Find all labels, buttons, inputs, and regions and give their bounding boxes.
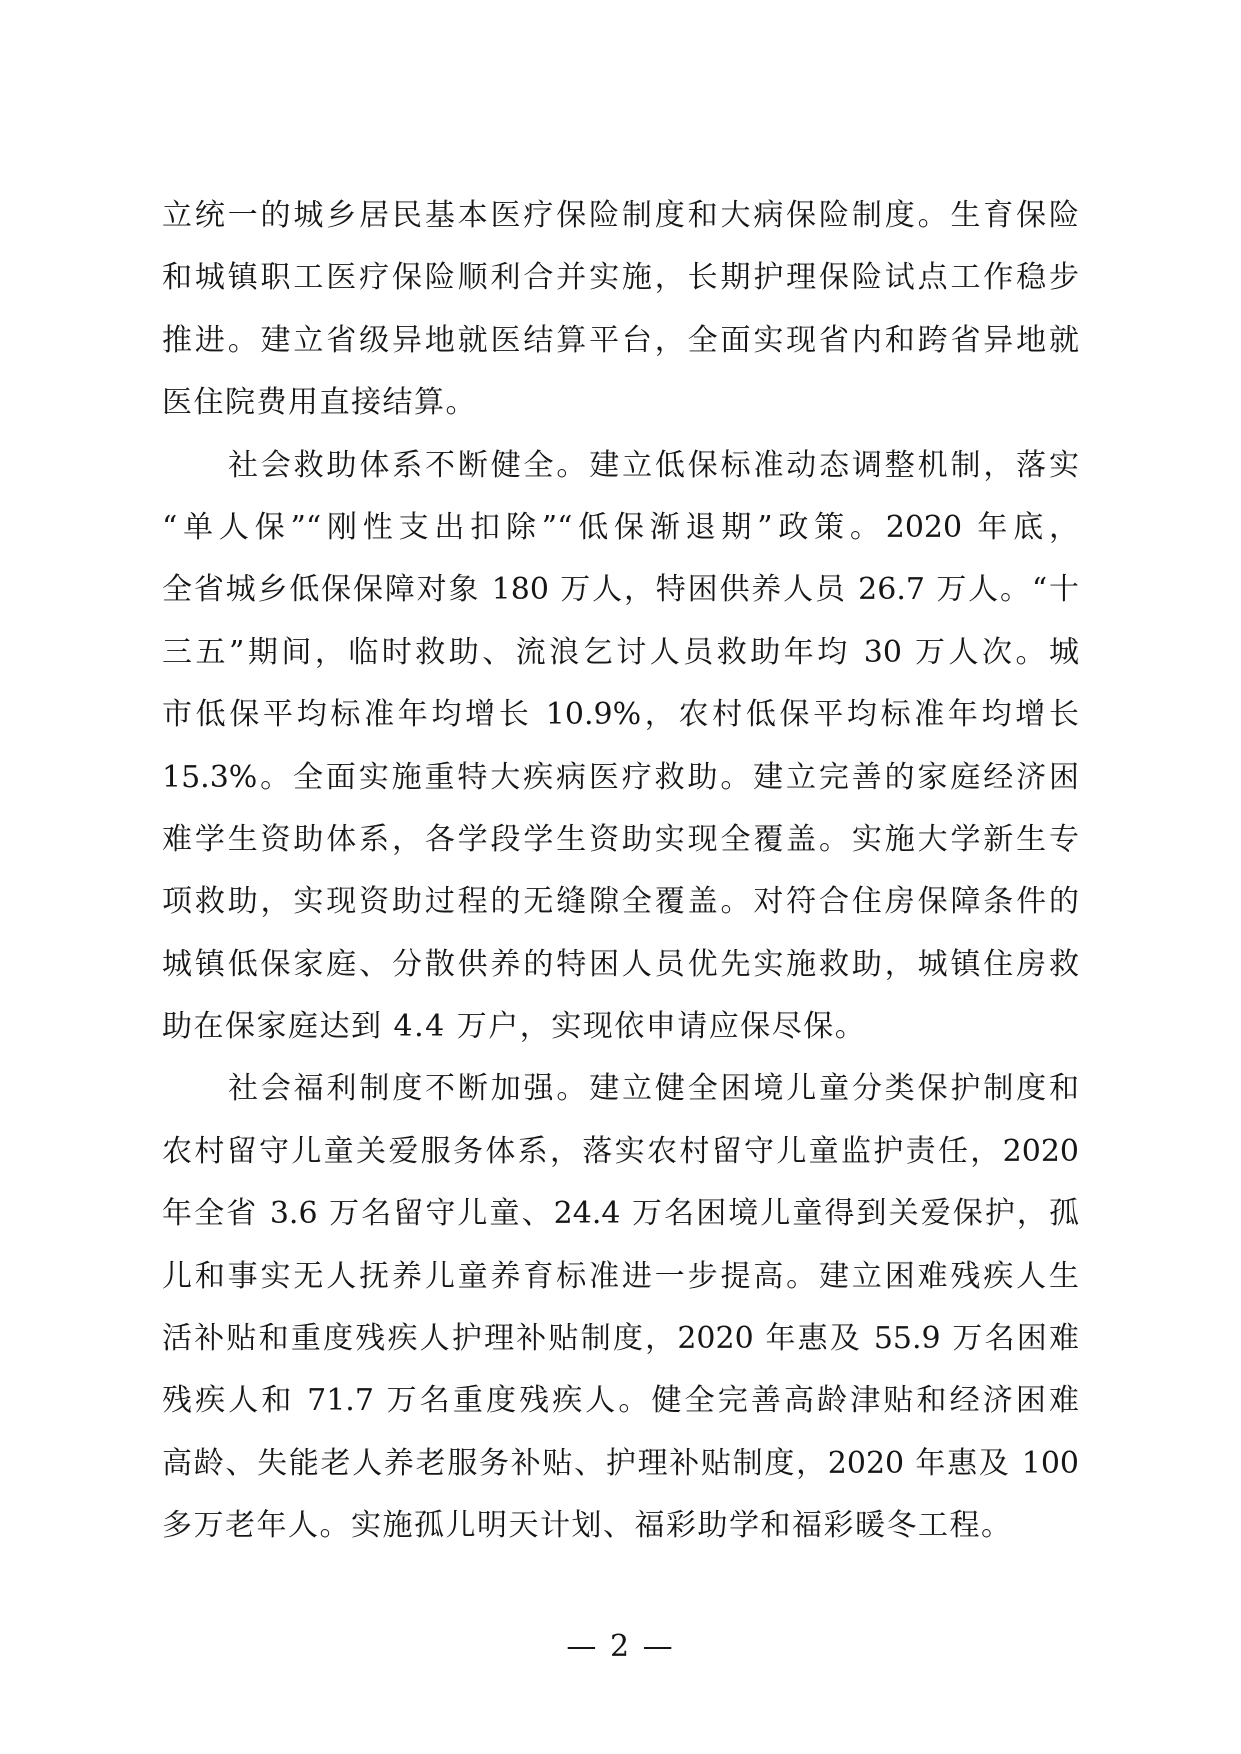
body-text [162, 185, 1079, 1558]
text-line: 立统一的城乡居民基本医疗保险制度和大病保险制度。生育保险 [162, 198, 1079, 233]
text-line: 社会福利制度不断加强。建立健全困境儿童分类保护制度和 [228, 1071, 1079, 1107]
page-number: — 2 — [566, 1629, 675, 1664]
text-line: 年全省 3.6 万名留守儿童、24.4 万名困境儿童得到关爱保护，孤 [162, 1196, 1079, 1232]
text-line: 城镇低保家庭、分散供养的特困人员优先实施救助，城镇住房救 [162, 946, 1079, 982]
text-line: 儿和事实无人抚养儿童养育标准进一步提高。建立困难残疾人生 [162, 1258, 1079, 1294]
text-line: 助在保家庭达到 4.4 万户，实现依申请应保尽保。 [162, 1009, 867, 1045]
paragraph-social-assistance [162, 435, 1079, 1059]
text-line: 农村留守儿童关爱服务体系，落实农村留守儿童监护责任，2020 [162, 1133, 1079, 1169]
paragraph-social-welfare [162, 1058, 1079, 1557]
text-line: 和城镇职工医疗保险顺利合并实施，长期护理保险试点工作稳步 [162, 260, 1079, 296]
text-line: 社会救助体系不断健全。建立低保标准动态调整机制，落实 [228, 447, 1079, 483]
text-line: 残疾人和 71.7 万名重度残疾人。健全完善高龄津贴和经济困难 [162, 1383, 1079, 1419]
text-line: 高龄、失能老人养老服务补贴、护理补贴制度，2020 年惠及 100 [162, 1445, 1079, 1481]
text-line: 难学生资助体系，各学段学生资助实现全覆盖。实施大学新生专 [162, 821, 1079, 857]
text-line: 多万老年人。实施孤儿明天计划、福彩助学和福彩暖冬工程。 [162, 1508, 1013, 1544]
text-line: “单人保”“刚性支出扣除”“低保渐退期”政策。2020 年底， [162, 509, 1079, 545]
text-line: 医住院费用直接结算。 [162, 385, 477, 421]
text-line: 全省城乡低保保障对象 180 万人，特困供养人员 26.7 万人。“十 [162, 572, 1079, 608]
text-line: 推进。建立省级异地就医结算平台，全面实现省内和跨省异地就 [162, 322, 1079, 358]
text-line: 市低保平均标准年均增长 10.9%，农村低保平均标准年均增长 [162, 697, 1079, 733]
paragraph-medical-insurance [162, 185, 1079, 435]
text-line: 15.3%。全面实施重特大疾病医疗救助。建立完善的家庭经济困 [162, 759, 1079, 795]
text-line: 项救助，实现资助过程的无缝隙全覆盖。对符合住房保障条件的 [162, 884, 1079, 920]
text-line: 三五”期间，临时救助、流浪乞讨人员救助年均 30 万人次。城 [162, 634, 1079, 670]
text-line: 活补贴和重度残疾人护理补贴制度，2020 年惠及 55.9 万名困难 [162, 1321, 1079, 1357]
